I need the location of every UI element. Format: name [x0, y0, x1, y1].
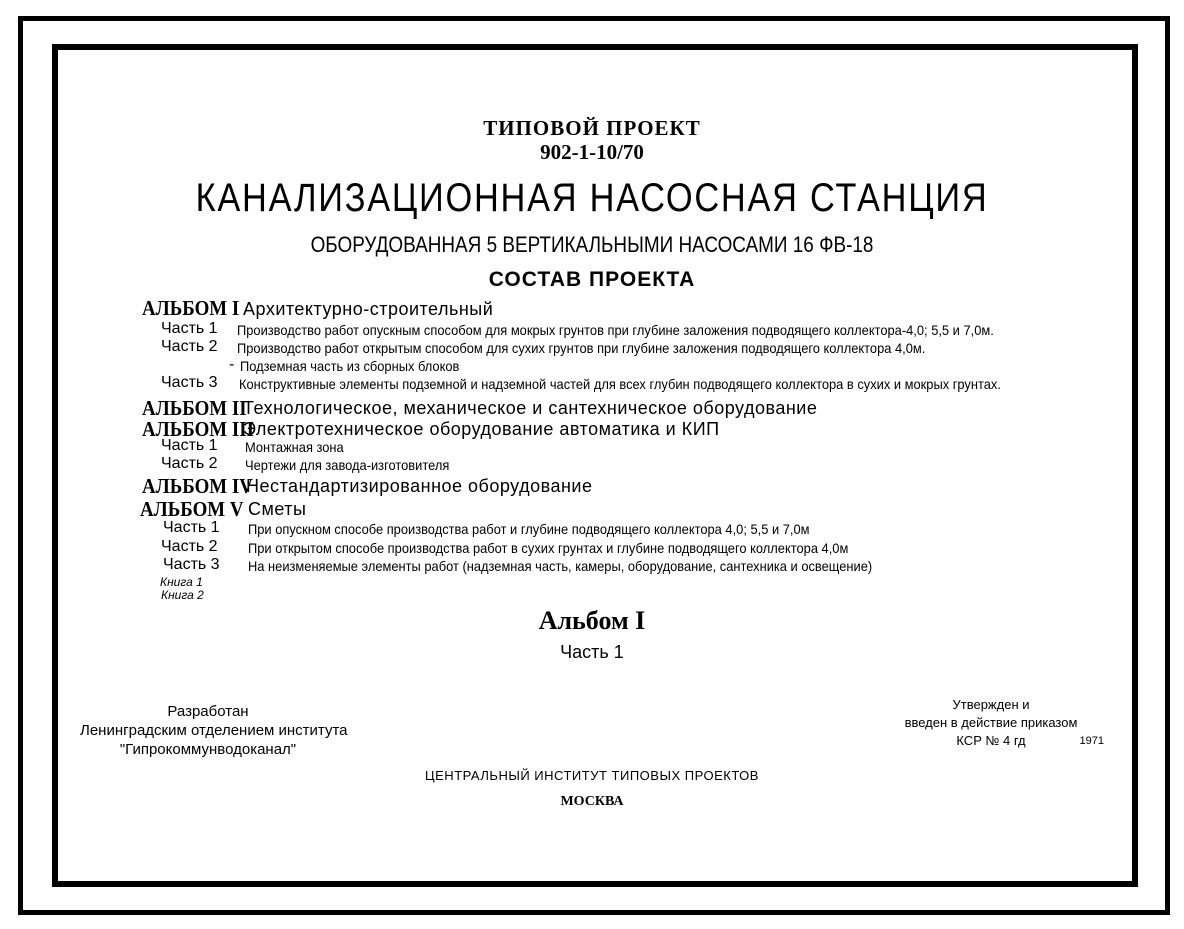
- publisher-institute: ЦЕНТРАЛЬНЫЙ ИНСТИТУТ ТИПОВЫХ ПРОЕКТОВ: [425, 768, 759, 783]
- album-2-text: Технологическое, механическое и сантехническое оборудование: [243, 398, 818, 418]
- album-1-part-dash-label: -: [229, 356, 235, 373]
- current-album: Альбом I: [538, 606, 646, 635]
- current-part: Часть 1: [560, 642, 624, 662]
- approved-line-1: Утвержден и: [952, 697, 1030, 712]
- project-code: 902-1-10/70: [540, 140, 644, 164]
- album-5-part-3-label: Часть 3: [163, 556, 220, 573]
- album-5-part-1-label: Часть 1: [163, 519, 220, 536]
- album-5-label: АЛЬБОМ V: [140, 497, 244, 521]
- approved-line-2: введен в действие приказом: [904, 715, 1078, 730]
- album-4-text: Нестандартизированное оборудование: [246, 476, 593, 496]
- developed-by-line-2: Ленинградским отделением института: [80, 722, 348, 739]
- project-series: ТИПОВОЙ ПРОЕКТ: [483, 116, 701, 140]
- album-5-text: Сметы: [248, 499, 307, 519]
- album-1-part-1-label: Часть 1: [161, 320, 218, 337]
- developed-by-line-1: Разработан: [167, 703, 249, 720]
- album-1-part-2-label: Часть 2: [161, 338, 218, 355]
- composition-heading: СОСТАВ ПРОЕКТА: [488, 268, 696, 291]
- book-1: Книга 1: [160, 575, 203, 589]
- album-3-part-2-label: Часть 2: [161, 455, 218, 472]
- album-5-part-3-text: На неизменяемые элементы работ (надземная часть, камеры, оборудование, сантехника и освещение): [248, 558, 873, 574]
- developed-by-line-3: "Гипрокоммунводоканал": [119, 741, 297, 758]
- document-title: КАНАЛИЗАЦИОННАЯ НАСОСНАЯ СТАНЦИЯ: [195, 176, 989, 220]
- approved-year: 1971: [1079, 735, 1104, 747]
- document-subtitle: ОБОРУДОВАННАЯ 5 ВЕРТИКАЛЬНЫМИ НАСОСАМИ 16 ФВ-18: [310, 232, 874, 257]
- album-3-part-1-label: Часть 1: [161, 437, 218, 454]
- album-5-part-2-label: Часть 2: [161, 538, 218, 555]
- album-5-part-2-text: При открытом способе производства работ в сухих грунтах и глубине подводящего коллектора 4,0м: [248, 540, 849, 556]
- developed-by-block: [80, 702, 348, 759]
- publisher-city: МОСКВА: [560, 794, 624, 809]
- album-1-text: Архитектурно-строительный: [243, 299, 494, 319]
- album-1-part-dash-text: Подземная часть из сборных блоков: [240, 358, 460, 374]
- approved-block: [886, 696, 1104, 750]
- album-1-part-3-text: Конструктивные элементы подземной и надземной частей для всех глубин подводящего коллектора в сухих и мокрых грунтах.: [239, 376, 1001, 392]
- album-1-part-1-text: Производство работ опускным способом для мокрых грунтов при глубине заложения подводящего коллектора-4,0; 5,5 и 7,0м.: [237, 322, 994, 338]
- album-1-label: АЛЬБОМ I: [142, 296, 240, 320]
- book-2: Книга 2: [161, 588, 204, 602]
- album-3-part-1-text: Монтажная зона: [245, 439, 344, 455]
- album-4-label: АЛЬБОМ IV: [142, 474, 253, 498]
- album-2-label: АЛЬБОМ II: [142, 396, 247, 420]
- album-1-part-3-label: Часть 3: [161, 374, 218, 391]
- album-3-text: Электротехническое оборудование автоматика и КИП: [243, 419, 720, 439]
- approved-line-3: КСР № 4 гд: [956, 733, 1026, 748]
- album-5-part-1-text: При опускном способе производства работ и глубине подводящего коллектора 4,0; 5,5 и 7,0м: [248, 521, 810, 537]
- album-3-part-2-text: Чертежи для завода-изготовителя: [245, 457, 450, 473]
- album-3-label: АЛЬБОМ III: [142, 417, 254, 441]
- album-1-part-2-text: Производство работ открытым способом для сухих грунтов при глубине заложения подводящего коллектора 4,0м.: [237, 340, 926, 356]
